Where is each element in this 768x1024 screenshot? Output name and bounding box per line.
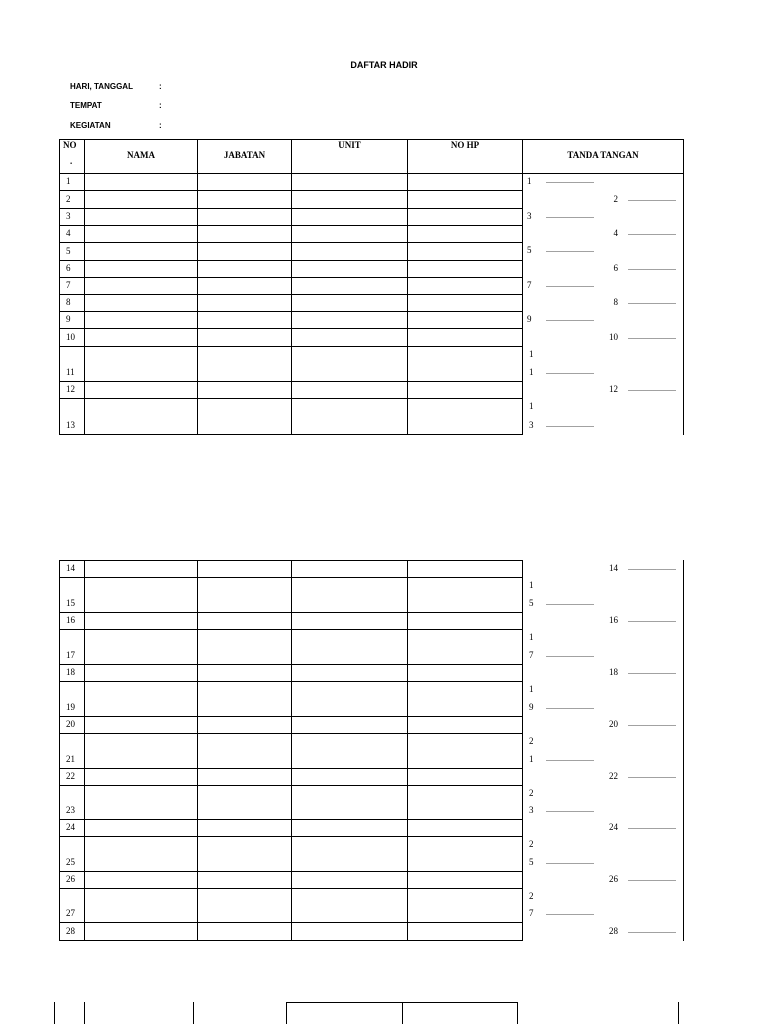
row-number: 10 [66,332,75,342]
column-border [197,139,198,435]
row-number: 22 [66,771,75,781]
signature-number: 9 [527,314,532,324]
column-border [678,1002,679,1024]
signature-number-top: 1 [529,349,534,359]
signature-dotted-line: ........................ [546,598,594,607]
signature-dotted-line: ........................ [546,805,594,814]
row-number: 21 [66,754,75,764]
column-border [84,1002,85,1024]
field-sep-place: : [159,101,162,110]
column-border [286,1002,287,1024]
signature-number-bottom: 5 [529,598,534,608]
header-tanda-tangan: TANDA TANGAN [567,150,639,160]
signature-right-border [683,560,684,941]
row-number: 14 [66,563,75,573]
row-number: 9 [66,314,71,324]
signature-dotted-line: ........................ [628,615,676,624]
signature-number: 20 [609,719,618,729]
column-border [291,139,292,435]
header-jabatan: JABATAN [223,150,266,160]
signature-number-top: 1 [529,401,534,411]
column-border [197,560,198,941]
signature-dotted-line: ........................ [546,367,594,376]
row-number: 15 [66,598,75,608]
column-border [193,1002,194,1024]
signature-number-bottom: 7 [529,908,534,918]
row-number: 7 [66,280,71,290]
signature-number: 5 [527,245,532,255]
signature-dotted-line: ........................ [628,384,676,393]
signature-number-bottom: 3 [529,805,534,815]
signature-number: 26 [609,874,618,884]
signature-number: 7 [527,280,532,290]
signature-dotted-line: ........................ [546,314,594,323]
row-number: 6 [66,263,71,273]
signature-number: 12 [609,384,618,394]
signature-number: 22 [609,771,618,781]
signature-dotted-line: ........................ [628,194,676,203]
column-border [59,139,60,435]
signature-dotted-line: ........................ [628,332,676,341]
header-bottom-border [522,173,684,174]
signature-number-top: 1 [529,684,534,694]
signature-dotted-line: ........................ [546,245,594,254]
signature-dotted-line: ........................ [628,719,676,728]
signature-number-top: 1 [529,632,534,642]
signature-dotted-line: ........................ [628,667,676,676]
signature-number: 4 [613,228,618,238]
signature-number: 1 [527,176,532,186]
column-border [59,560,60,941]
row-number: 19 [66,702,75,712]
header-nama: NAMA [127,150,155,160]
row-number: 11 [66,367,75,377]
field-label-date: HARI, TANGGAL [70,82,133,91]
header-no-dot: . [70,156,73,166]
row-number: 27 [66,908,75,918]
signature-number: 8 [613,297,618,307]
signature-dotted-line: ........................ [546,702,594,711]
row-number: 28 [66,926,75,936]
header-no: NO [63,140,77,150]
signature-number: 10 [609,332,618,342]
signature-dotted-line: ........................ [628,874,676,883]
signature-dotted-line: ........................ [546,650,594,659]
row-number: 26 [66,874,75,884]
signature-dotted-line: ........................ [546,280,594,289]
signature-dotted-line: ........................ [628,822,676,831]
signature-dotted-line: ........................ [628,926,676,935]
row-number: 4 [66,228,71,238]
column-border [291,560,292,941]
row-number: 3 [66,211,71,221]
signature-right-border [683,139,684,435]
row-number: 17 [66,650,75,660]
row-number: 8 [66,297,71,307]
row-number: 24 [66,822,75,832]
signature-number: 2 [613,194,618,204]
field-label-place: TEMPAT [70,101,102,110]
column-border [517,1002,518,1024]
signature-dotted-line: ........................ [628,771,676,780]
signature-dotted-line: ........................ [628,263,676,272]
row-number: 25 [66,857,75,867]
row-number: 23 [66,805,75,815]
field-label-activity: KEGIATAN [70,121,111,130]
column-border [84,139,85,435]
signature-number: 6 [613,263,618,273]
row-number: 1 [66,176,71,186]
column-border [84,560,85,941]
signature-dotted-line: ........................ [546,211,594,220]
row-number: 2 [66,194,71,204]
signature-number: 14 [609,563,618,573]
row-number: 12 [66,384,75,394]
signature-number: 18 [609,667,618,677]
row-number: 18 [66,667,75,677]
column-border [54,1002,55,1024]
column-border [402,1002,403,1024]
signature-dotted-line: ........................ [628,297,676,306]
signature-dotted-line: ........................ [628,563,676,572]
column-border [407,139,408,435]
row-number: 13 [66,420,75,430]
signature-number: 16 [609,615,618,625]
document-title: DAFTAR HADIR [350,60,418,70]
column-border [522,139,523,435]
signature-number-bottom: 7 [529,650,534,660]
signature-dotted-line: ........................ [628,228,676,237]
signature-dotted-line: ........................ [546,908,594,917]
signature-dotted-line: ........................ [546,420,594,429]
signature-number-bottom: 1 [529,367,534,377]
signature-number-bottom: 1 [529,754,534,764]
field-sep-date: : [159,82,162,91]
header-nohp: NO HP [450,140,480,150]
table-top-border [59,139,684,140]
signature-number-top: 2 [529,891,534,901]
column-border [407,560,408,941]
signature-number-top: 2 [529,788,534,798]
row-number: 16 [66,615,75,625]
signature-number-bottom: 9 [529,702,534,712]
signature-number-top: 2 [529,736,534,746]
signature-dotted-line: ........................ [546,176,594,185]
signature-number-top: 2 [529,839,534,849]
row-number: 5 [66,246,71,256]
signature-dotted-line: ........................ [546,857,594,866]
header-unit: UNIT [338,140,361,150]
signature-number-bottom: 3 [529,420,534,430]
field-sep-activity: : [159,121,162,130]
column-border [522,560,523,941]
signature-number-bottom: 5 [529,857,534,867]
signature-dotted-line: ........................ [546,754,594,763]
signature-number: 24 [609,822,618,832]
signature-number: 28 [609,926,618,936]
signature-number: 3 [527,211,532,221]
signature-number-top: 1 [529,580,534,590]
row-number: 20 [66,719,75,729]
row-border [286,1002,518,1003]
